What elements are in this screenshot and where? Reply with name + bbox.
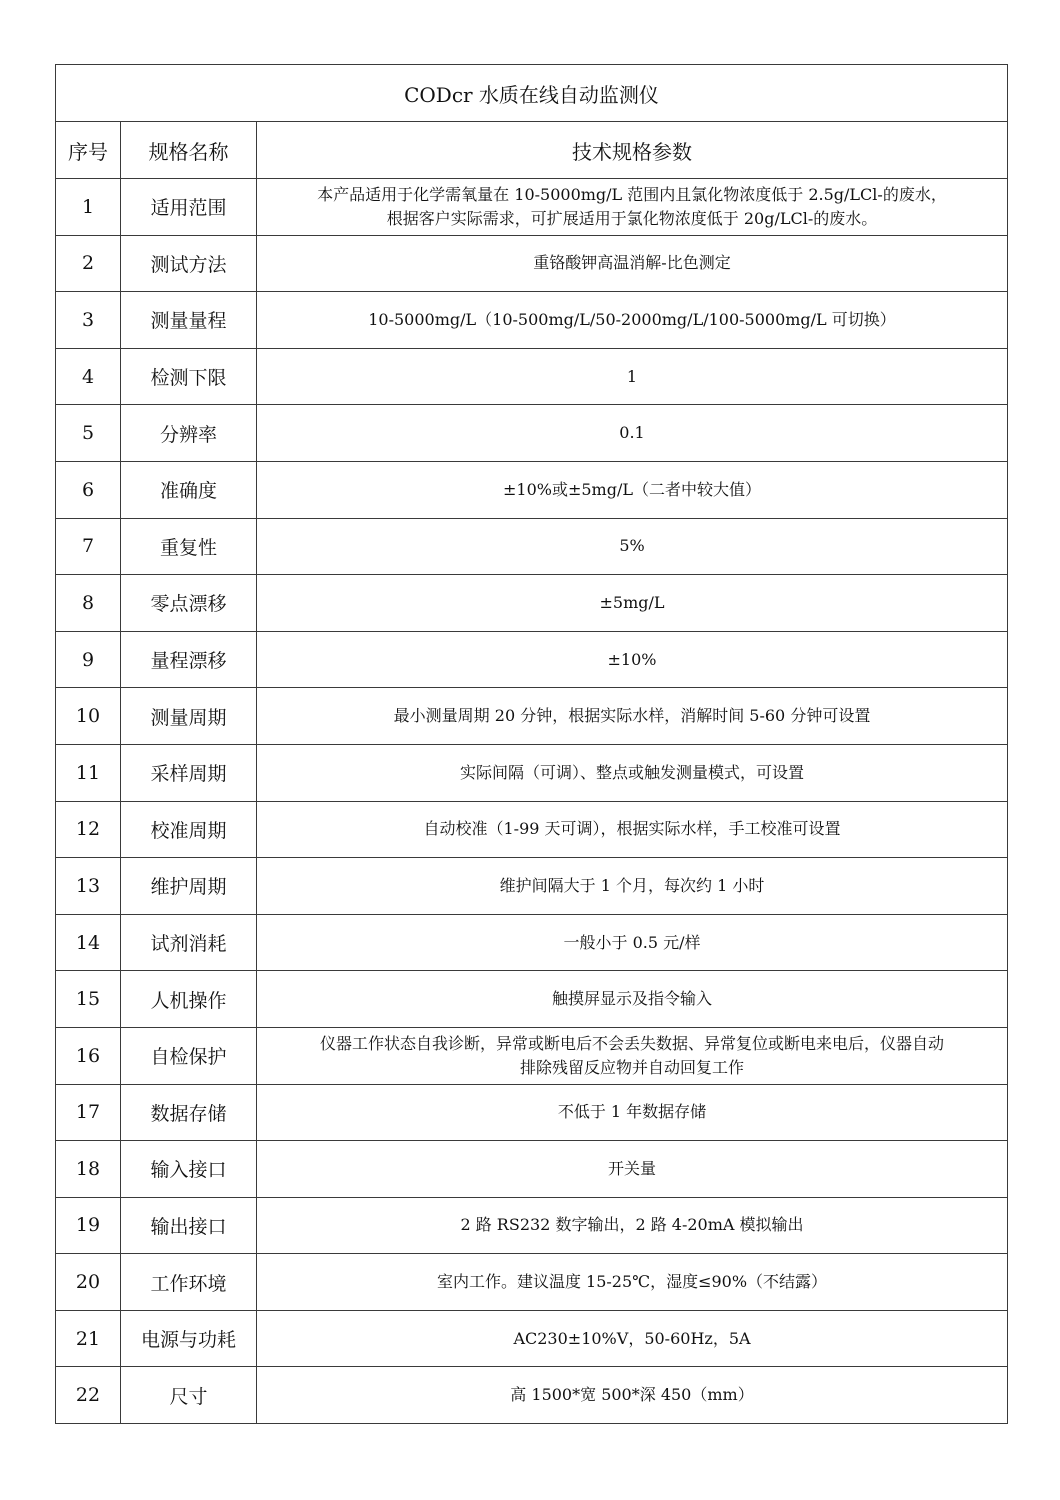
table-row bbox=[56, 235, 1008, 292]
row-spec-name: 重复性 bbox=[121, 518, 257, 575]
param-line: AC230±10%V，50-60Hz，5A bbox=[513, 1328, 751, 1348]
table-row bbox=[56, 405, 1008, 462]
param-line: 根据客户实际需求，可扩展适用于氯化物浓度低于 20g/LCl-的废水。 bbox=[386, 208, 878, 228]
row-index: 14 bbox=[56, 914, 121, 971]
row-spec-param bbox=[257, 405, 1008, 462]
param-line: 高 1500*宽 500*深 450（mm） bbox=[510, 1385, 754, 1405]
row-spec-param bbox=[257, 1027, 1008, 1084]
row-spec-name: 工作环境 bbox=[121, 1254, 257, 1311]
row-spec-param bbox=[257, 1254, 1008, 1311]
row-spec-name: 自检保护 bbox=[121, 1027, 257, 1084]
row-spec-param bbox=[257, 518, 1008, 575]
row-index: 4 bbox=[56, 348, 121, 405]
row-spec-name: 维护周期 bbox=[121, 858, 257, 915]
table-row bbox=[56, 914, 1008, 971]
row-index: 16 bbox=[56, 1027, 121, 1084]
row-spec-param bbox=[257, 1367, 1008, 1424]
row-index: 11 bbox=[56, 744, 121, 801]
param-line: 一般小于 0.5 元/样 bbox=[563, 932, 701, 952]
row-spec-name: 尺寸 bbox=[121, 1367, 257, 1424]
row-index: 19 bbox=[56, 1197, 121, 1254]
row-spec-param bbox=[257, 744, 1008, 801]
row-index: 12 bbox=[56, 801, 121, 858]
row-spec-name: 数据存储 bbox=[121, 1084, 257, 1141]
row-index: 15 bbox=[56, 971, 121, 1028]
row-index: 17 bbox=[56, 1084, 121, 1141]
row-index: 6 bbox=[56, 461, 121, 518]
table-header-row bbox=[56, 122, 1008, 179]
header-name: 规格名称 bbox=[121, 122, 257, 179]
row-spec-param bbox=[257, 348, 1008, 405]
row-spec-name: 试剂消耗 bbox=[121, 914, 257, 971]
table-title-row bbox=[56, 65, 1008, 122]
table-row bbox=[56, 858, 1008, 915]
row-index: 1 bbox=[56, 179, 121, 236]
row-index: 21 bbox=[56, 1310, 121, 1367]
row-spec-param bbox=[257, 461, 1008, 518]
row-spec-name: 测量周期 bbox=[121, 688, 257, 745]
row-spec-param bbox=[257, 1141, 1008, 1198]
param-line: ±10%或±5mg/L（二者中较大值） bbox=[503, 479, 761, 499]
row-index: 5 bbox=[56, 405, 121, 462]
table-row bbox=[56, 292, 1008, 349]
row-spec-name: 输出接口 bbox=[121, 1197, 257, 1254]
table-title: CODcr 水质在线自动监测仪 bbox=[56, 65, 1008, 122]
table-row bbox=[56, 631, 1008, 688]
row-spec-name: 测量量程 bbox=[121, 292, 257, 349]
spec-table bbox=[55, 64, 1008, 1424]
param-line: 开关量 bbox=[608, 1158, 657, 1178]
row-spec-param bbox=[257, 1310, 1008, 1367]
param-line: 自动校准（1-99 天可调），根据实际水样，手工校准可设置 bbox=[423, 819, 841, 839]
row-spec-name: 准确度 bbox=[121, 461, 257, 518]
row-spec-param bbox=[257, 971, 1008, 1028]
param-line: 2 路 RS232 数字输出，2 路 4-20mA 模拟输出 bbox=[460, 1215, 804, 1235]
row-spec-param bbox=[257, 1084, 1008, 1141]
row-spec-param bbox=[257, 179, 1008, 236]
row-spec-name: 电源与功耗 bbox=[121, 1310, 257, 1367]
row-spec-param bbox=[257, 688, 1008, 745]
table-row bbox=[56, 518, 1008, 575]
row-spec-param bbox=[257, 575, 1008, 632]
header-index: 序号 bbox=[56, 122, 121, 179]
table-row bbox=[56, 971, 1008, 1028]
table-row bbox=[56, 1310, 1008, 1367]
param-line: 5% bbox=[619, 536, 645, 556]
header-param: 技术规格参数 bbox=[257, 122, 1008, 179]
param-line: ±10% bbox=[607, 649, 657, 669]
table-row bbox=[56, 1197, 1008, 1254]
param-line: 不低于 1 年数据存储 bbox=[557, 1102, 707, 1122]
row-index: 10 bbox=[56, 688, 121, 745]
table-row bbox=[56, 688, 1008, 745]
row-spec-name: 采样周期 bbox=[121, 744, 257, 801]
table-row bbox=[56, 744, 1008, 801]
row-index: 18 bbox=[56, 1141, 121, 1198]
row-spec-param bbox=[257, 1197, 1008, 1254]
table-row bbox=[56, 179, 1008, 236]
row-index: 3 bbox=[56, 292, 121, 349]
row-spec-name: 检测下限 bbox=[121, 348, 257, 405]
param-line: 室内工作。建议温度 15-25℃，湿度≤90%（不结露） bbox=[436, 1272, 828, 1292]
param-line: 最小测量周期 20 分钟，根据实际水样，消解时间 5-60 分钟可设置 bbox=[393, 706, 871, 726]
table-row bbox=[56, 1254, 1008, 1311]
table-row bbox=[56, 461, 1008, 518]
table-row bbox=[56, 1141, 1008, 1198]
row-spec-name: 测试方法 bbox=[121, 235, 257, 292]
row-spec-name: 零点漂移 bbox=[121, 575, 257, 632]
row-index: 8 bbox=[56, 575, 121, 632]
param-line: 维护间隔大于 1 个月，每次约 1 小时 bbox=[499, 875, 765, 895]
param-line: 触摸屏显示及指令输入 bbox=[552, 989, 713, 1009]
row-spec-name: 适用范围 bbox=[121, 179, 257, 236]
param-line: 本产品适用于化学需氧量在 10-5000mg/L 范围内且氯化物浓度低于 2.5g/LCl-的废水， bbox=[317, 184, 947, 204]
param-line: 10-5000mg/L（10-500mg/L/50-2000mg/L/100-5000mg/L 可切换） bbox=[368, 309, 896, 329]
table-row bbox=[56, 801, 1008, 858]
table-row bbox=[56, 1084, 1008, 1141]
row-spec-param bbox=[257, 631, 1008, 688]
row-spec-param bbox=[257, 858, 1008, 915]
table-row bbox=[56, 1027, 1008, 1084]
row-index: 20 bbox=[56, 1254, 121, 1311]
param-line: 1 bbox=[626, 366, 638, 386]
param-line: ±5mg/L bbox=[599, 592, 665, 612]
row-index: 2 bbox=[56, 235, 121, 292]
row-spec-name: 人机操作 bbox=[121, 971, 257, 1028]
table-row bbox=[56, 1367, 1008, 1424]
row-spec-param bbox=[257, 292, 1008, 349]
row-index: 9 bbox=[56, 631, 121, 688]
table-body bbox=[56, 179, 1008, 1424]
param-line: 仪器工作状态自我诊断，异常或断电后不会丢失数据、异常复位或断电来电后，仪器自动 bbox=[320, 1033, 945, 1053]
row-index: 13 bbox=[56, 858, 121, 915]
table-row bbox=[56, 348, 1008, 405]
row-spec-param bbox=[257, 914, 1008, 971]
param-line: 实际间隔（可调）、整点或触发测量模式，可设置 bbox=[460, 762, 805, 782]
row-spec-param bbox=[257, 235, 1008, 292]
row-spec-param bbox=[257, 801, 1008, 858]
row-spec-name: 分辨率 bbox=[121, 405, 257, 462]
table-row bbox=[56, 575, 1008, 632]
row-spec-name: 量程漂移 bbox=[121, 631, 257, 688]
param-line: 排除残留反应物并自动回复工作 bbox=[520, 1057, 745, 1077]
row-spec-name: 输入接口 bbox=[121, 1141, 257, 1198]
row-index: 7 bbox=[56, 518, 121, 575]
row-spec-name: 校准周期 bbox=[121, 801, 257, 858]
param-line: 重铬酸钾高温消解-比色测定 bbox=[533, 253, 731, 273]
row-index: 22 bbox=[56, 1367, 121, 1424]
param-line: 0.1 bbox=[619, 423, 645, 443]
